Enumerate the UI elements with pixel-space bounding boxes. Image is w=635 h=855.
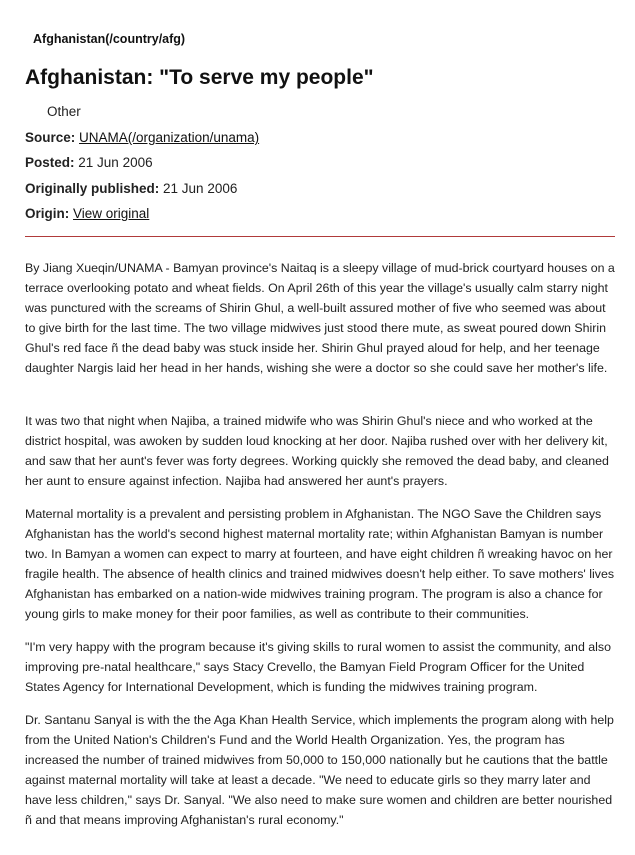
page-title: Afghanistan: "To serve my people" [25,66,374,89]
paragraph: It was two that night when Najiba, a trained midwife who was Shirin Ghul's niece and who worked at the district hospital, was awoken by sudden loud knocking at her door. Najiba rushed over with her delivery kit, and saw that her aunt's fever was forty degrees. Working quickly she removed the dead baby, and cleaned her aunt to ensure against infection. Najiba had answered her aunt's prayers. [25,414,609,488]
published-date: 21 Jun 2006 [163,181,238,196]
meta-posted [25,155,153,170]
meta-source [25,130,259,145]
format-label: Other [47,104,81,119]
paragraph: Maternal mortality is a prevalent and persisting problem in Afghanistan. The NGO Save the Children says Afghanistan has the world's second highest maternal mortality rate; within Afghanistan Bamyan is number two. In Bamyan a women can expect to marry at fourteen, and have eight children ñ wreaking havoc on her fragile health. The absence of health clinics and trained midwives doesn't help either. To save mothers' lives Afghanistan has embarked on a nation-wide midwives training program. The program is also a chance for young girls to make money for their poor families, as well as contribute to their communities. [25,507,615,621]
paragraph: By Jiang Xueqin/UNAMA - Bamyan province's Naitaq is a sleepy village of mud-brick courtyard houses on a terrace overlooking potato and wheat fields. On April 26th of this year the village's usually calm starry night was punctured with the screams of Shirin Ghul, a well-built assured mother of five who seemed was about to give birth for the last time. The two village midwives just stood there mute, as sweat poured down Shirin Ghul's red face ñ the dead baby was stuck inside her. Shirin Ghul prayed aloud for help, and her teenage daughter Nargis laid her head in her hands, wishing she were a doctor so she could save her mother's life. [25,261,615,375]
posted-date: 21 Jun 2006 [78,155,153,170]
source-link[interactable]: UNAMA(/organization/unama) [79,130,260,145]
divider [25,236,615,237]
article-body [25,258,615,843]
origin-label: Origin: [25,206,70,221]
meta-originally-published [25,181,237,196]
view-original-link[interactable]: View original [73,206,150,221]
paragraph: "I'm very happy with the program because it's giving skills to rural women to assist the community, and also improving pre-natal healthcare," says Stacy Crevello, the Bamyan Field Program Officer for the United States Agency for International Development, which is funding the midwives training program. [25,640,612,694]
published-label: Originally published: [25,181,160,196]
meta-origin [25,206,149,221]
breadcrumb-country-link[interactable]: Afghanistan(/country/afg) [33,32,186,46]
source-label: Source: [25,130,76,145]
posted-label: Posted: [25,155,75,170]
paragraph: Dr. Santanu Sanyal is with the the Aga Khan Health Service, which implements the program along with help from the United Nation's Children's Fund and the World Health Organization. Yes, the program has increased the number of trained midwives from 50,000 to 150,000 nationally but he cautions that the battle against maternal mortality will take at least a decade. "We need to educate girls so they marry later and have less children," says Dr. Sanyal. "We also need to make sure women and children are better nourished ñ and that means improving Afghanistan's rural economy." [25,713,614,827]
